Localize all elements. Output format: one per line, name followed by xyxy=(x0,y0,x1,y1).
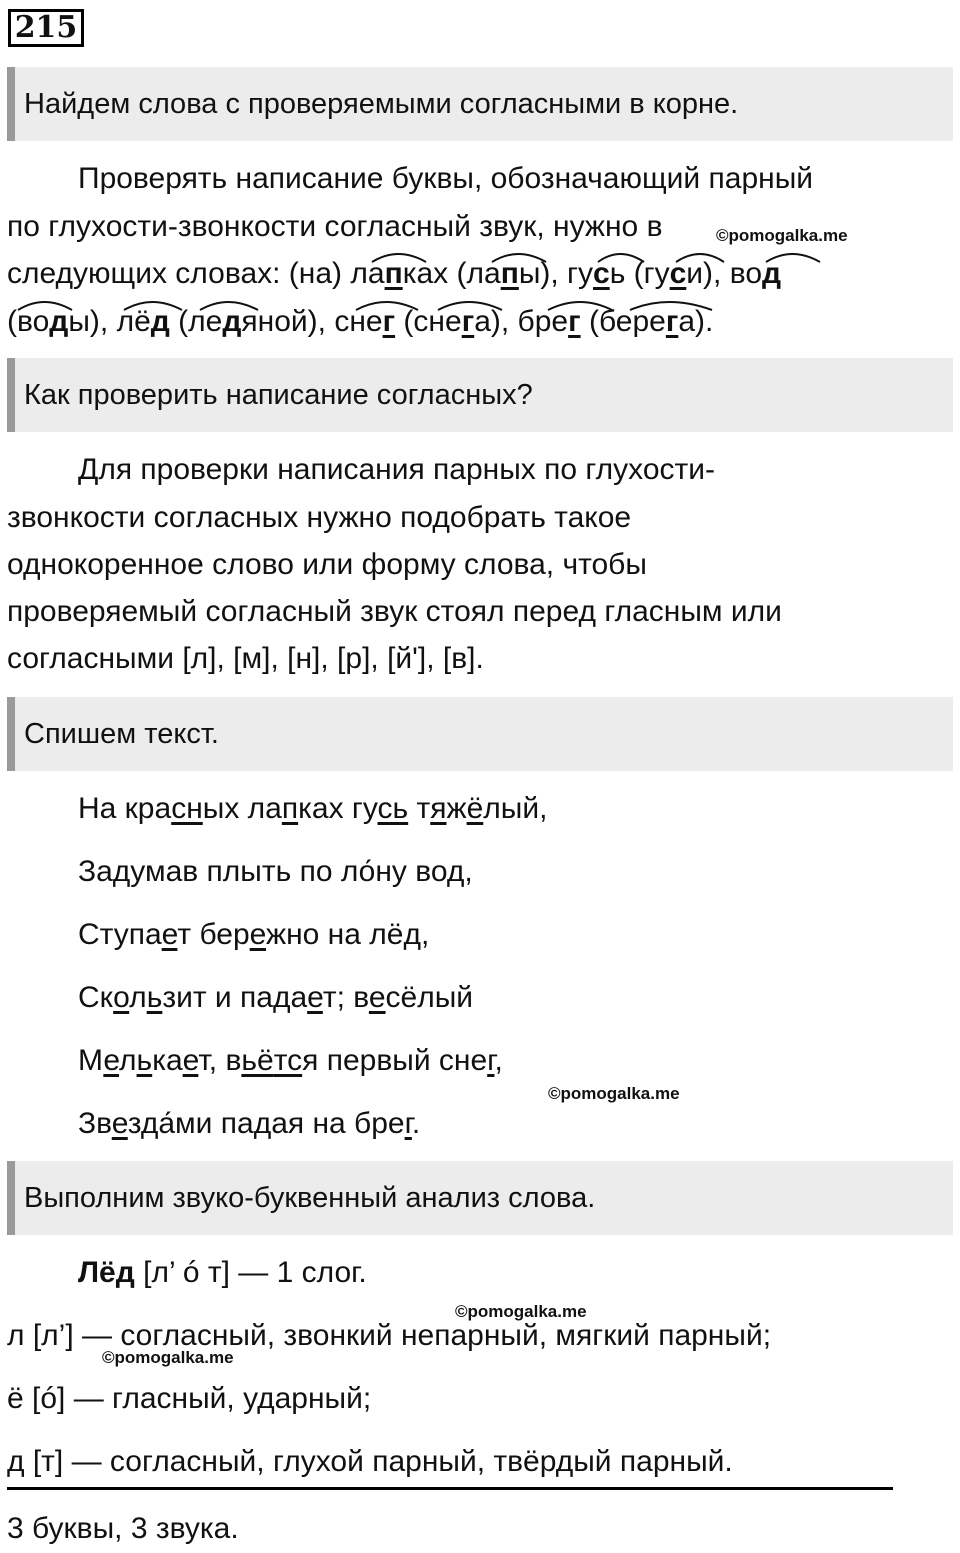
root-arcs-row-1 xyxy=(0,244,960,264)
word-snega: снега), xyxy=(413,305,518,338)
analysis-row-2: ё [ó] — гласный, ударный; xyxy=(7,1382,372,1415)
s1-para-line-1: Проверять написание буквы, обозначающий парный xyxy=(78,162,814,195)
analysis-summary: 3 буквы, 3 звука. xyxy=(7,1512,239,1545)
watermark: ©pomogalka.me xyxy=(548,1084,680,1103)
section-header-1: Найдем слова с проверяемыми согласными в корне. xyxy=(7,67,953,141)
s2-para-line-4: проверяемый согласный звук стоял перед гласным или xyxy=(7,595,782,628)
word-sneg: снег ( xyxy=(334,305,414,338)
task-number: 215 xyxy=(8,9,84,47)
s2-para-line-5: согласными [л], [м], [н], [р], [й'], [в]. xyxy=(7,642,484,675)
watermark: ©pomogalka.me xyxy=(716,226,848,245)
word-ledyanoy: ледяной), xyxy=(188,305,335,338)
word-vod: вод xyxy=(729,257,782,290)
poem-line-3: Ступает бережно на лёд, xyxy=(78,918,430,951)
poem-line-1: На красных лапках гусь тяжёлый, xyxy=(78,792,548,825)
s2-para-line-1: Для проверки написания парных по глухости- xyxy=(78,453,716,486)
analysis-transcription: [л’ ó т] — 1 слог. xyxy=(134,1256,367,1289)
s1-para-line-2: по глухости-звонкости согласный звук, нужно в xyxy=(7,210,663,243)
section-header-3: Спишем текст. xyxy=(7,697,953,771)
word-gusi: гуси), xyxy=(643,257,730,290)
divider-line xyxy=(7,1487,893,1490)
word-vody: (воды), xyxy=(7,305,117,338)
section-header-2: Как проверить написание согласных? xyxy=(7,358,953,432)
root-arcs-row-2 xyxy=(0,292,960,312)
poem-line-6: Звезда́ми падая на брег. xyxy=(78,1107,421,1140)
watermark: ©pomogalka.me xyxy=(102,1348,234,1367)
word-berega: берега). xyxy=(598,305,714,338)
words-intro: следующих словах: (на) xyxy=(7,257,351,290)
poem-line-5: Мелькает, вьётся первый снег, xyxy=(78,1044,503,1077)
s2-para-line-2: звонкости согласных нужно подобрать такое xyxy=(7,501,632,534)
section-header-4: Выполним звуко-буквенный анализ слова. xyxy=(7,1161,953,1235)
analysis-row-3: д [т] — согласный, глухой парный, твёрдый парный. xyxy=(7,1445,733,1478)
word-breg: брег ( xyxy=(517,305,599,338)
word-lapkah: лапках ( xyxy=(350,257,467,290)
word-lapy: лапы), xyxy=(466,257,568,290)
word-lyod: лёд ( xyxy=(116,305,189,338)
analysis-row-1: л [л’] — согласный, звонкий непарный, мягкий парный; xyxy=(7,1319,772,1352)
analysis-title xyxy=(78,1255,367,1291)
poem-line-2: Задумав плыть по ло́ну вод, xyxy=(78,855,473,888)
watermark: ©pomogalka.me xyxy=(455,1302,587,1321)
s2-para-line-3: однокоренное слово или форму слова, чтобы xyxy=(7,548,647,581)
analysis-word: Лёд xyxy=(78,1256,135,1289)
poem-line-4: Скользит и падает; весёлый xyxy=(78,981,474,1014)
word-gus: гусь ( xyxy=(567,257,644,290)
